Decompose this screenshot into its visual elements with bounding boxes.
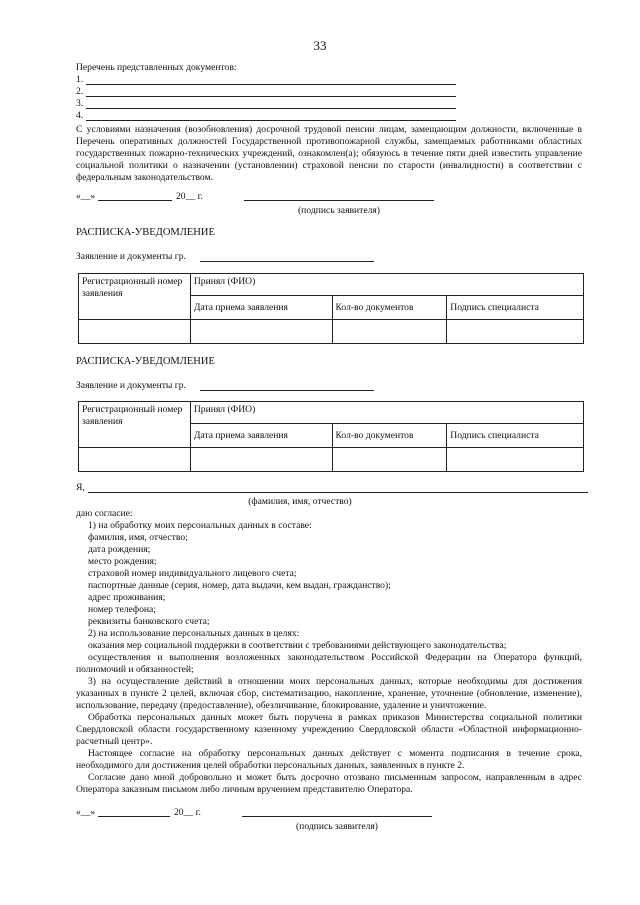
doc-count-cell[interactable]	[332, 320, 447, 344]
receipt-applicant-line[interactable]	[200, 261, 374, 262]
reg-number-header: Регистрационный номер заявления	[79, 402, 191, 448]
document-item-number: 2.	[76, 86, 84, 97]
documents-list-heading: Перечень представленных документов:	[76, 62, 237, 73]
pension-conditions-paragraph: С условиями назначения (возобновления) досрочной трудовой пенсии лицам, замещающим должности, включенные в Перечень оперативных должностей Государственной противопожарной службы, замещаемых работниками областных государственных пожарно-технических учреждений, ознакомлен(а); обязуюсь в течение пяти дней известить управление социальной политики о назначении (установлении) страховой пенсии по старости (инвалидности) в соответствии с федеральным законодательством.	[76, 124, 582, 183]
consent-point-2: 2) на использование персональных данных в целях:	[88, 627, 300, 639]
accepted-by-header: Принял (ФИО)	[190, 402, 583, 424]
data-item: дата рождения;	[88, 543, 151, 555]
document-item-line[interactable]	[86, 96, 456, 97]
date-received-cell[interactable]	[190, 320, 332, 344]
applicant-signature-line[interactable]	[244, 200, 434, 201]
applicant-fio-line[interactable]	[88, 492, 588, 493]
consent-point-3: 3) на осуществление действий в отношении моих персональных данных, которые необходимы для достижения указанных в пункте 2 целей, включая сбор, систематизацию, накопление, хранение, уточнение (обновление, изменение), использование, передачу (предоставление), обезличивание, блокирование, удаление и уничтожение.	[76, 675, 582, 711]
specialist-signature-header: Подпись специалиста	[447, 296, 584, 320]
document-item-number: 1.	[76, 74, 84, 85]
reg-number-cell[interactable]	[79, 320, 191, 344]
i-label: Я,	[76, 482, 85, 493]
page-number: 33	[313, 38, 327, 53]
document-item-line[interactable]	[86, 108, 456, 109]
personal-data-consent-body	[76, 508, 582, 796]
doc-count-header: Кол-во документов	[332, 296, 447, 320]
data-item: страховой номер индивидуального лицевого счета;	[88, 567, 297, 579]
data-item: адрес проживания;	[88, 591, 166, 603]
document-item-line[interactable]	[86, 120, 456, 121]
document-item-number: 4.	[76, 110, 84, 121]
processing-paragraph: Обработка персональных данных может быть поручена в рамках приказов Министерства социальной политики Свердловской области государственному казенному учреждению Свердловской области «Областной информационно-расчетный центр».	[76, 711, 582, 747]
specialist-signature-cell[interactable]	[447, 320, 584, 344]
validity-paragraph: Настоящее согласие на обработку персональных данных действует с момента подписания в течение срока, необходимого для достижения целей обработки персональных данных, заявленных в пункте 2.	[76, 747, 582, 771]
data-item: реквизиты банковского счета;	[88, 615, 210, 627]
date-day-label: «__»	[76, 191, 96, 202]
receipt-table	[78, 401, 584, 472]
purpose-item: осуществления и выполнения возложенных законодательством Российской Федерации на Оператора функций, полномочий и обязанностей;	[76, 651, 582, 675]
fio-caption: (фамилия, имя, отчество)	[248, 496, 352, 507]
signature-caption: (подпись заявителя)	[295, 821, 378, 832]
date-day-label: «__»	[76, 807, 96, 818]
document-item-line[interactable]	[86, 84, 456, 85]
specialist-signature-header: Подпись специалиста	[447, 424, 584, 448]
receipt-applicant-label: Заявление и документы гр.	[76, 251, 186, 262]
receipt-title: РАСПИСКА-УВЕДОМЛЕНИЕ	[76, 227, 215, 238]
data-item: фамилия, имя, отчество;	[88, 531, 188, 543]
receipt-applicant-label: Заявление и документы гр.	[76, 380, 186, 391]
date-year-label: 20__ г.	[176, 191, 203, 202]
date-received-header: Дата приема заявления	[190, 424, 332, 448]
specialist-signature-cell[interactable]	[447, 448, 584, 472]
document-item-number: 3.	[76, 98, 84, 109]
date-year-label: 20__ г.	[174, 807, 201, 818]
receipt-title: РАСПИСКА-УВЕДОМЛЕНИЕ	[76, 356, 215, 367]
date-month-line[interactable]	[98, 816, 170, 817]
receipt-applicant-line[interactable]	[200, 390, 374, 391]
doc-count-header: Кол-во документов	[332, 424, 447, 448]
doc-count-cell[interactable]	[332, 448, 447, 472]
applicant-signature-line[interactable]	[242, 816, 432, 817]
data-item: место рождения;	[88, 555, 157, 567]
reg-number-cell[interactable]	[79, 448, 191, 472]
purpose-item: оказания мер социальной поддержки в соответствии с требованиями действующего законодательства;	[88, 639, 507, 651]
signature-caption: (подпись заявителя)	[297, 205, 380, 216]
data-item: номер телефона;	[88, 603, 156, 615]
date-month-line[interactable]	[98, 200, 172, 201]
accepted-by-header: Принял (ФИО)	[190, 274, 583, 296]
consent-point-1: 1) на обработку моих персональных данных в составе:	[88, 519, 312, 531]
reg-number-header: Регистрационный номер заявления	[79, 274, 191, 320]
receipt-table	[78, 273, 584, 344]
date-received-cell[interactable]	[190, 448, 332, 472]
revocation-paragraph: Согласие дано мной добровольно и может быть досрочно отозвано письменным запросом, направленным в адрес Оператора заказным письмом либо личным вручением представителю Оператора.	[76, 771, 582, 795]
data-item: паспортные данные (серия, номер, дата выдачи, кем выдан, гражданство);	[88, 579, 391, 591]
date-received-header: Дата приема заявления	[190, 296, 332, 320]
give-consent-label: даю согласие:	[76, 508, 133, 519]
